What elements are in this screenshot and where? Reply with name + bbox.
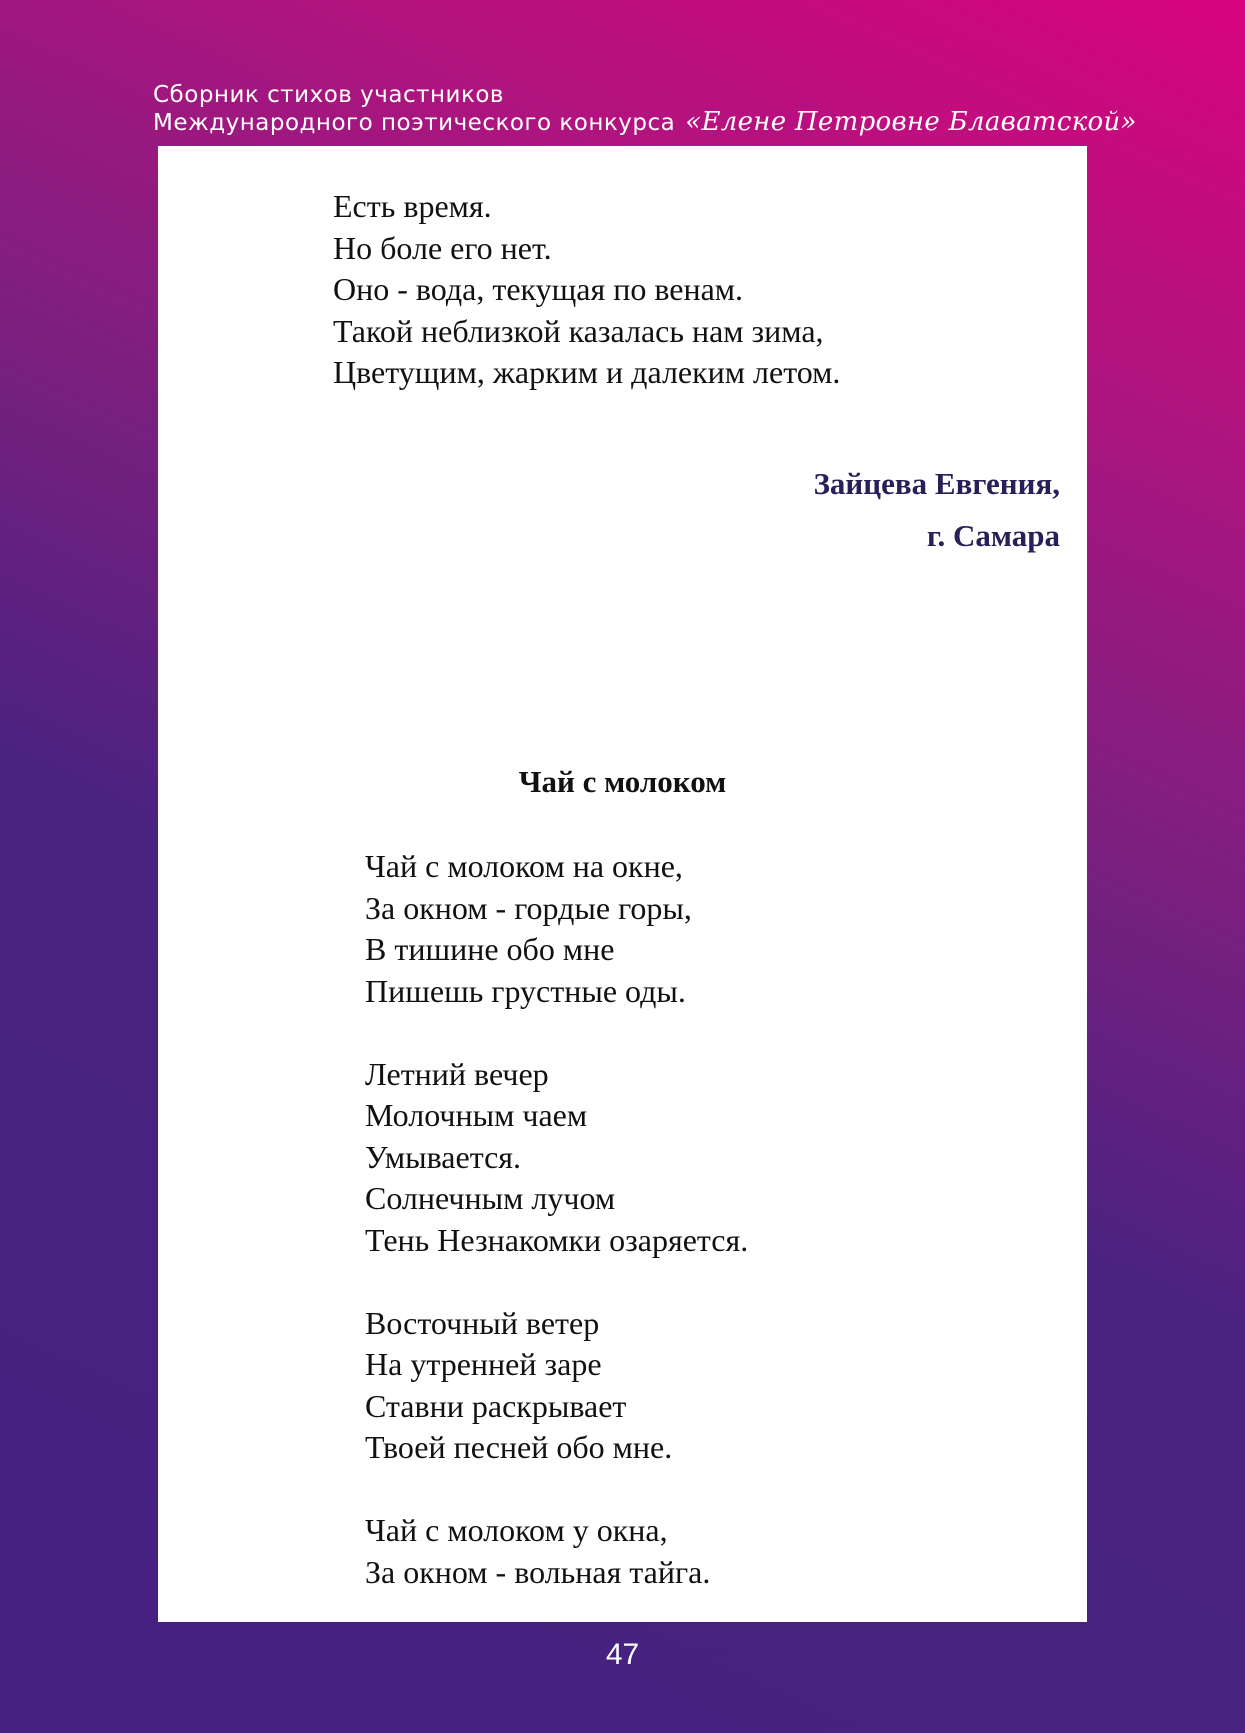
page-sheet	[158, 146, 1087, 1622]
header-collection-line: Сборник стихов участников	[153, 82, 504, 108]
header-contest-title: «Елене Петровне Блаватской»	[685, 107, 1137, 137]
poem-line: Ставни раскрывает	[365, 1387, 627, 1424]
poem-line: Оно - вода, текущая по венам.	[333, 271, 744, 307]
poem-stanza	[365, 1303, 748, 1469]
poem-line: За окном - вольная тайга.	[365, 1553, 711, 1590]
poem-line: За окном - гордые горы,	[365, 889, 692, 926]
header-contest-label: Международного поэтического конкурса	[153, 110, 676, 136]
poem-line: Восточный ветер	[365, 1304, 600, 1341]
author-city: г. Самара	[926, 518, 1060, 553]
page-header	[153, 82, 1137, 137]
poem-body	[365, 846, 748, 1593]
header-contest-line	[153, 109, 1137, 137]
poem-line: В тишине обо мне	[365, 931, 615, 967]
poem-line: Цветущим, жарким и далеким летом.	[333, 354, 841, 390]
poem-line: Пишешь грустные оды.	[365, 972, 686, 1009]
page-number: 47	[605, 1638, 640, 1671]
poem-line: Но боле его нет.	[333, 229, 552, 266]
poem-line: Летний вечер	[365, 1055, 549, 1092]
poem-line: Умывается.	[365, 1138, 521, 1175]
poem-line: На утренней заре	[365, 1346, 602, 1382]
poem-line: Есть время.	[333, 188, 492, 224]
poem-line: Такой неблизкой казалась нам зима,	[333, 312, 824, 349]
poem-stanza	[365, 1054, 748, 1262]
poem-line: Чай с молоком у окна,	[365, 1512, 668, 1548]
poem-fragment	[333, 186, 840, 394]
poem-line: Тень Незнакомки озаряется.	[365, 1221, 749, 1258]
poem-line: Молочным чаем	[365, 1097, 588, 1133]
author-signature	[814, 458, 1060, 562]
author-name: Зайцева Евгения,	[813, 466, 1060, 501]
poem-stanza	[365, 846, 748, 1012]
poem-title: Чай с молоком	[518, 764, 727, 799]
poem-stanza	[365, 1510, 748, 1593]
poem-line: Солнечным лучом	[365, 1180, 616, 1216]
poem-line: Твоей песней обо мне.	[365, 1429, 673, 1465]
poem-line: Чай с молоком на окне,	[365, 848, 683, 884]
